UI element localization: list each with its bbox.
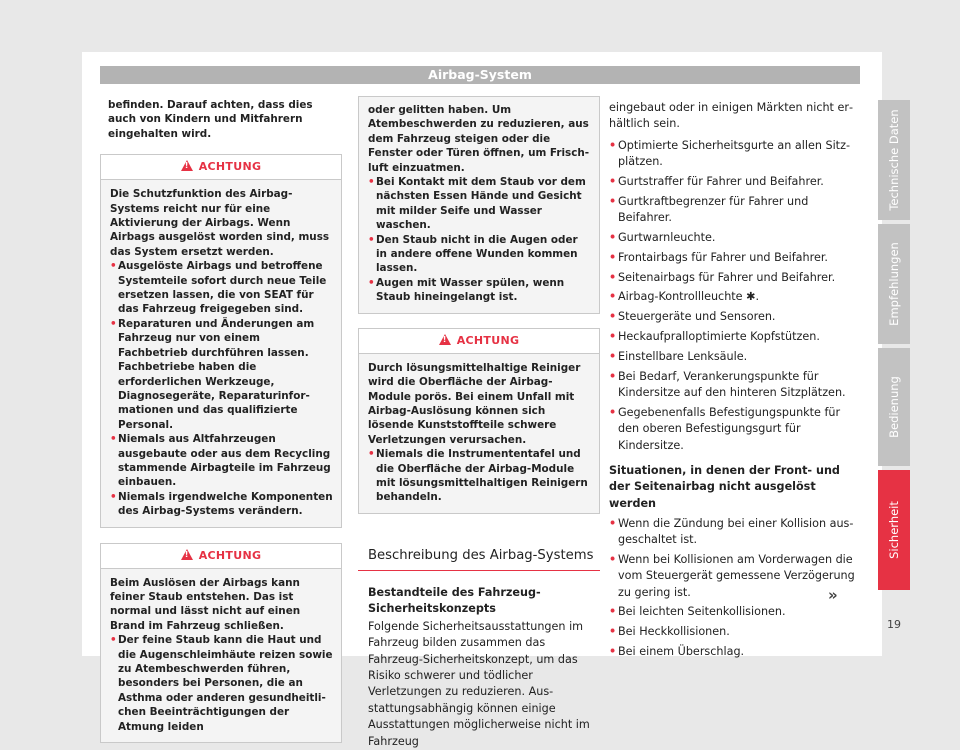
col1-intro: befinden. Darauf achten, dass dies auch von Kindern und Mitfahrern eingehalten wird. [108, 99, 313, 140]
warning-text: Beim Auslösen der Airbags kann feiner Staub entstehen. Das ist normal und lässt nicht auf einen Brand im Fahrzeug schließen. [110, 576, 301, 632]
column-1 [100, 98, 342, 743]
airbag-warning-lamp-icon: ✱ [746, 290, 756, 304]
list-item: • Gurtwarnleuchte. [609, 230, 862, 246]
warning-header [359, 329, 599, 354]
warning-header [101, 544, 341, 569]
tab-sicherheit[interactable] [878, 470, 910, 590]
warning-label: ACHTUNG [198, 160, 262, 174]
warning-box-2 [100, 543, 342, 743]
tab-empfehlungen[interactable] [878, 224, 910, 344]
tab-label: Technische Daten [887, 109, 901, 211]
page-number: 19 [887, 618, 901, 631]
warning-box-1 [100, 154, 342, 527]
warning-bullet: • Niemals die Instrumententafel und die Oberfläche der Airbag-Module mit lösungsmittelhaltigen Reinigern behandeln. [368, 447, 591, 505]
warning-bullet: • Der feine Staub kann die Haut und die Augenschleimhäute reizen sowie zu Atembeschwerden führen, besonders bei Personen, die an Asthma oder anderen gesundheitlichen Beeinträchtigungen der Atmung leiden [110, 633, 333, 734]
tab-label: Sicherheit [887, 501, 901, 559]
subheading: Situationen, in denen der Front- und der Seitenairbag nicht ausgelöst werden [609, 464, 840, 510]
subheading: Bestandteile des Fahrzeug-Sicherheitskonzepts [368, 585, 541, 615]
warning-box-3 [358, 328, 600, 514]
list-item: • Bei einem Überschlag. [609, 644, 862, 660]
tab-bedienung[interactable] [878, 348, 910, 466]
tab-technische-daten[interactable] [878, 100, 910, 220]
list-item: • Optimierte Sicherheitsgurte an allen Sitzplätzen. [609, 138, 862, 171]
list-item: • Gegebenenfalls Befestigungspunkte für den oberen Befestigungsgurt für Kindersitze. [609, 405, 862, 454]
warning-bullet: • Niemals irgendwelche Komponenten des Airbag-Systems verändern. [110, 490, 333, 519]
warning-bullet: • Bei Kontakt mit dem Staub vor dem nächsten Essen Hände und Gesicht mit milder Seife und Wasser waschen. [368, 175, 591, 233]
warning-header [101, 155, 341, 180]
warning-bullet: • Augen mit Wasser spülen, wenn Staub hineingelangt ist. [368, 276, 591, 305]
list-item: • Seitenairbags für Fahrer und Beifahrer. [609, 270, 862, 286]
tab-label: Empfehlungen [887, 242, 901, 326]
column-2 [358, 98, 600, 750]
body-paragraph: Folgende Sicherheitsausstattungen im Fahrzeug bilden zusammen das Fahrzeug-Sicherheitskonzept, um das Risiko schwerer und tödlicher Verletzungen zu reduzieren. Ausstattungsabhängig können einige Ausstattungen möglicherweise nicht im Fahrzeug [368, 619, 590, 748]
warning-label: ACHTUNG [198, 548, 262, 562]
list-item: • Bei Heckkollisionen. [609, 624, 862, 640]
list-item: • Einstellbare Lenksäule. [609, 349, 862, 365]
warning-triangle-icon [181, 549, 193, 560]
list-item: • Wenn die Zündung bei einer Kollision ausgeschaltet ist. [609, 516, 862, 549]
list-item: • Frontairbags für Fahrer und Beifahrer. [609, 250, 862, 266]
warning-bullet: • Reparaturen und Änderungen am Fahrzeug nur von einem Fachbetrieb durchführen lassen. Fachbetriebe haben die erforderlichen Werkzeuge, Diagnosegeräte, Reparaturinformationen und das qualifizierte Personal. [110, 317, 333, 432]
page-header: Airbag-System [100, 66, 860, 84]
list-item: • Gurtstraffer für Fahrer und Beifahrer. [609, 174, 862, 190]
list-item: • Steuergeräte und Sensoren. [609, 309, 862, 325]
warning-text: oder gelitten haben. Um Atembeschwerden zu reduzieren, aus dem Fahrzeug steigen oder die Fenster oder Türen öffnen, um Frischluft einzuatmen. [368, 104, 590, 174]
warning-bullet: • Ausgelöste Airbags und betroffene Systemteile sofort durch neue Teile ersetzen lassen, die von SEAT für das Fahrzeug freigegeben sind. [110, 259, 333, 317]
warning-text: Durch lösungsmittelhaltige Reiniger wird die Oberfläche der Airbag-Module porös. Bei einem Unfall mit Airbag-Auslösung können sich lösende Kunststoffteile schwere Verletzungen verursachen. [368, 361, 581, 446]
warning-bullet: • Niemals aus Altfahrzeugen ausgebaute oder aus dem Recycling stammende Airbagteile im Fahrzeug einbauen. [110, 432, 333, 490]
warning-triangle-icon [439, 334, 451, 345]
warning-bullet: • Den Staub nicht in die Augen oder in andere offene Wunden kommen lassen. [368, 233, 591, 276]
column-3 [609, 100, 862, 660]
list-item: • Bei Bedarf, Verankerungspunkte für Kindersitze auf den hinteren Sitzplätzen. [609, 369, 862, 402]
col3-intro: eingebaut oder in einigen Märkten nicht erhältlich sein. [609, 101, 854, 131]
warning-text: Die Schutzfunktion des Airbag-Systems reicht nur für eine Aktivierung der Airbags. Wenn Airbags ausgelöst worden sind, muss das System ersetzt werden. [110, 188, 330, 258]
list-item-text: Airbag-Kontrollleuchte [618, 290, 743, 304]
warning-triangle-icon [181, 160, 193, 171]
list-item-airbag-lamp: • Airbag-Kontrollleuchte ✱. [609, 289, 862, 305]
warning-label: ACHTUNG [456, 333, 520, 347]
tab-label: Bedienung [887, 376, 901, 438]
list-item: • Wenn bei Kollisionen am Vorderwagen die vom Steuergerät gemessene Verzögerung zu gering ist. [609, 552, 862, 601]
list-item: • Bei leichten Seitenkollisionen. [609, 604, 862, 620]
warning-box-continued [358, 96, 600, 314]
continue-arrow-icon: » [828, 586, 838, 604]
list-item: • Gurtkraftbegrenzer für Fahrer und Beifahrer. [609, 194, 862, 227]
section-title: Beschreibung des Airbag-Systems [358, 546, 600, 571]
list-item: • Heckaufpralloptimierte Kopfstützen. [609, 329, 862, 345]
